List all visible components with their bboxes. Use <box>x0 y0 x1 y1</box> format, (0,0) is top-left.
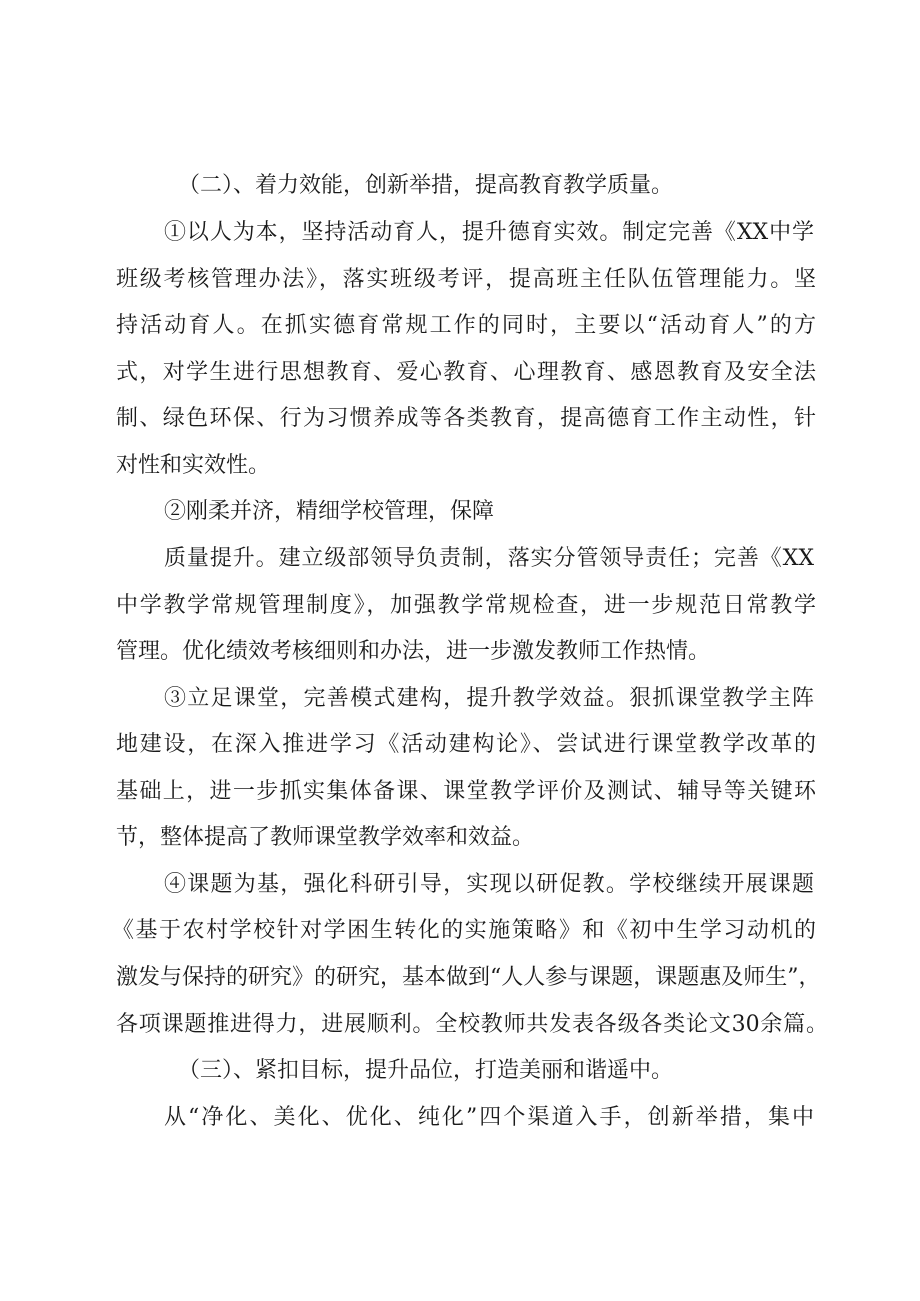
paragraph-line: 持活动育人。在抓实德育常规工作的同时，主要以“活动育人”的方 <box>116 313 816 338</box>
paragraph-line: 式，对学生进行思想教育、爱心教育、心理教育、感恩教育及安全法 <box>116 360 816 385</box>
paragraph-line: 各项课题推进得力，进展顺利。全校教师共发表各级各类论文30余篇。 <box>116 1012 828 1037</box>
paragraph-line: 中学教学常规管理制度》，加强教学常规检查，进一步规范日常教学 <box>116 593 816 618</box>
paragraph-line: 《基于农村学校针对学困生转化的实施策略》和《初中生学习动机的 <box>112 918 816 943</box>
section-heading-2: （二）、着力效能，创新举措，提高教育教学质量。 <box>178 173 674 198</box>
paragraph-line: 班级考核管理办法》，落实班级考评，提高班主任队伍管理能力。坚 <box>116 267 816 292</box>
paragraph-line: 质量提升。建立级部领导负责制，落实分管领导责任；完善《XX <box>164 546 814 571</box>
paragraph-line: 制、绿色环保、行为习惯养成等各类教育，提高德育工作主动性，针 <box>116 406 816 431</box>
paragraph-line: 基础上，进一步抓实集体备课、课堂教学评价及测试、辅导等关键环 <box>116 779 816 804</box>
paragraph-line: 对性和实效性。 <box>116 453 271 478</box>
paragraph-line: ①以人为本，坚持活动育人，提升德育实效。制定完善《XX中学 <box>164 220 814 245</box>
paragraph-line: 激发与保持的研究》的研究，基本做到“人人参与课题，课题惠及师生”， <box>116 965 821 990</box>
paragraph-line: ④课题为基，强化科研引导，实现以研促教。学校继续开展课题 <box>164 872 814 897</box>
paragraph-line: 从“净化、美化、优化、纯化”四个渠道入手，创新举措，集中 <box>164 1105 814 1130</box>
paragraph-line: ③立足课堂，完善模式建构，提升教学效益。狠抓课堂教学主阵 <box>164 686 814 711</box>
paragraph-line: ②刚柔并济，精细学校管理，保障 <box>164 499 495 524</box>
section-heading-3: （三）、紧扣目标，提升品位，打造美丽和谐遥中。 <box>178 1058 674 1083</box>
paragraph-line: 地建设，在深入推进学习《活动建构论》、尝试进行课堂教学改革的 <box>116 732 816 757</box>
paragraph-line: 节，整体提高了教师课堂教学效率和效益。 <box>116 825 535 850</box>
paragraph-line: 管理。优化绩效考核细则和办法，进一步激发教师工作热情。 <box>116 639 711 664</box>
